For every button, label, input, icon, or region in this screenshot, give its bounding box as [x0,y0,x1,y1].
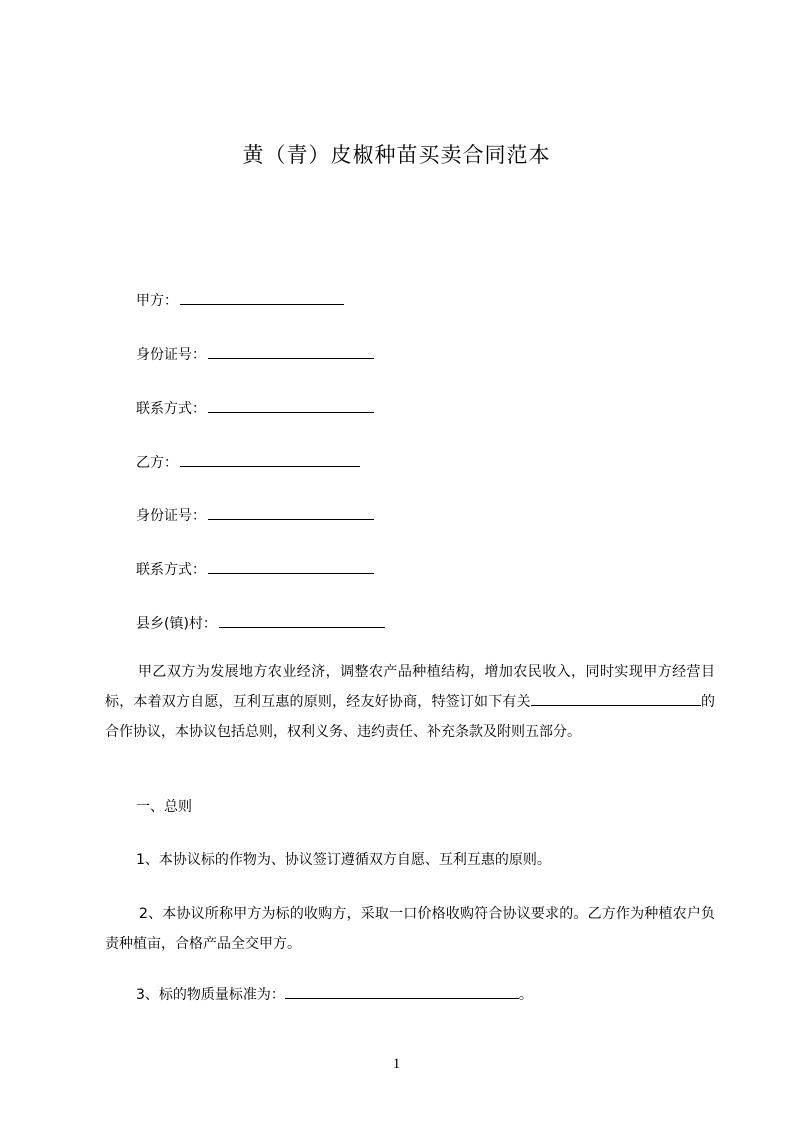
party-b-contact-field [136,559,374,581]
party-a-blank [180,290,344,305]
village-blank [219,613,385,628]
document-title: 黄（青）皮椒种苗买卖合同范本 [242,143,551,167]
party-b-contact-label: 联系方式： [136,562,206,578]
intro-text-part2: 的合作协议，本协议包括总则，权利义务、违约责任、补充条款及附则五部分。 [105,694,716,740]
village-label: 县乡(镇)村： [136,616,217,632]
party-b-field [136,452,360,474]
clause-3-text: 3、标的物质量标准为： [136,987,285,1003]
party-a-contact-field [136,398,374,420]
section-heading-general: 一、总则 [136,799,192,815]
party-b-label: 乙方： [136,455,178,471]
party-a-label: 甲方： [136,293,178,309]
clause-1: 1、本协议标的作物为、协议签订遵循双方自愿、互利互惠的原则。 [136,852,551,868]
party-a-field [136,290,344,312]
party-b-id-blank [208,505,374,520]
clause-3-end: 。 [518,987,533,1003]
clause-2: 2、本协议所称甲方为标的收购方，采取一口价格收购符合协议要求的。乙方作为种植农户负责种植亩，合格产品全交甲方。 [105,906,715,952]
party-b-blank [180,452,360,467]
clause-3 [136,984,533,1006]
party-a-contact-blank [208,398,374,413]
party-a-id-label: 身份证号： [136,347,206,363]
party-a-contact-label: 联系方式： [136,401,206,417]
party-b-id-field [136,505,374,527]
party-a-id-blank [208,344,374,359]
party-b-contact-blank [208,559,374,574]
party-b-id-label: 身份证号： [136,508,206,524]
village-field [136,613,385,635]
intro-text-part1: 甲乙双方为发展地方农业经济，调整农产品种植结构，增加农民收入，同时实现甲方经营目标，本着双方自愿，互利互惠的原则，经友好协商，特签订如下有关 [105,664,715,710]
clause-3-blank [285,984,519,999]
intro-blank [531,691,701,706]
intro-paragraph [105,657,715,747]
page-number: 1 [392,1056,401,1072]
party-a-id-field [136,344,374,366]
